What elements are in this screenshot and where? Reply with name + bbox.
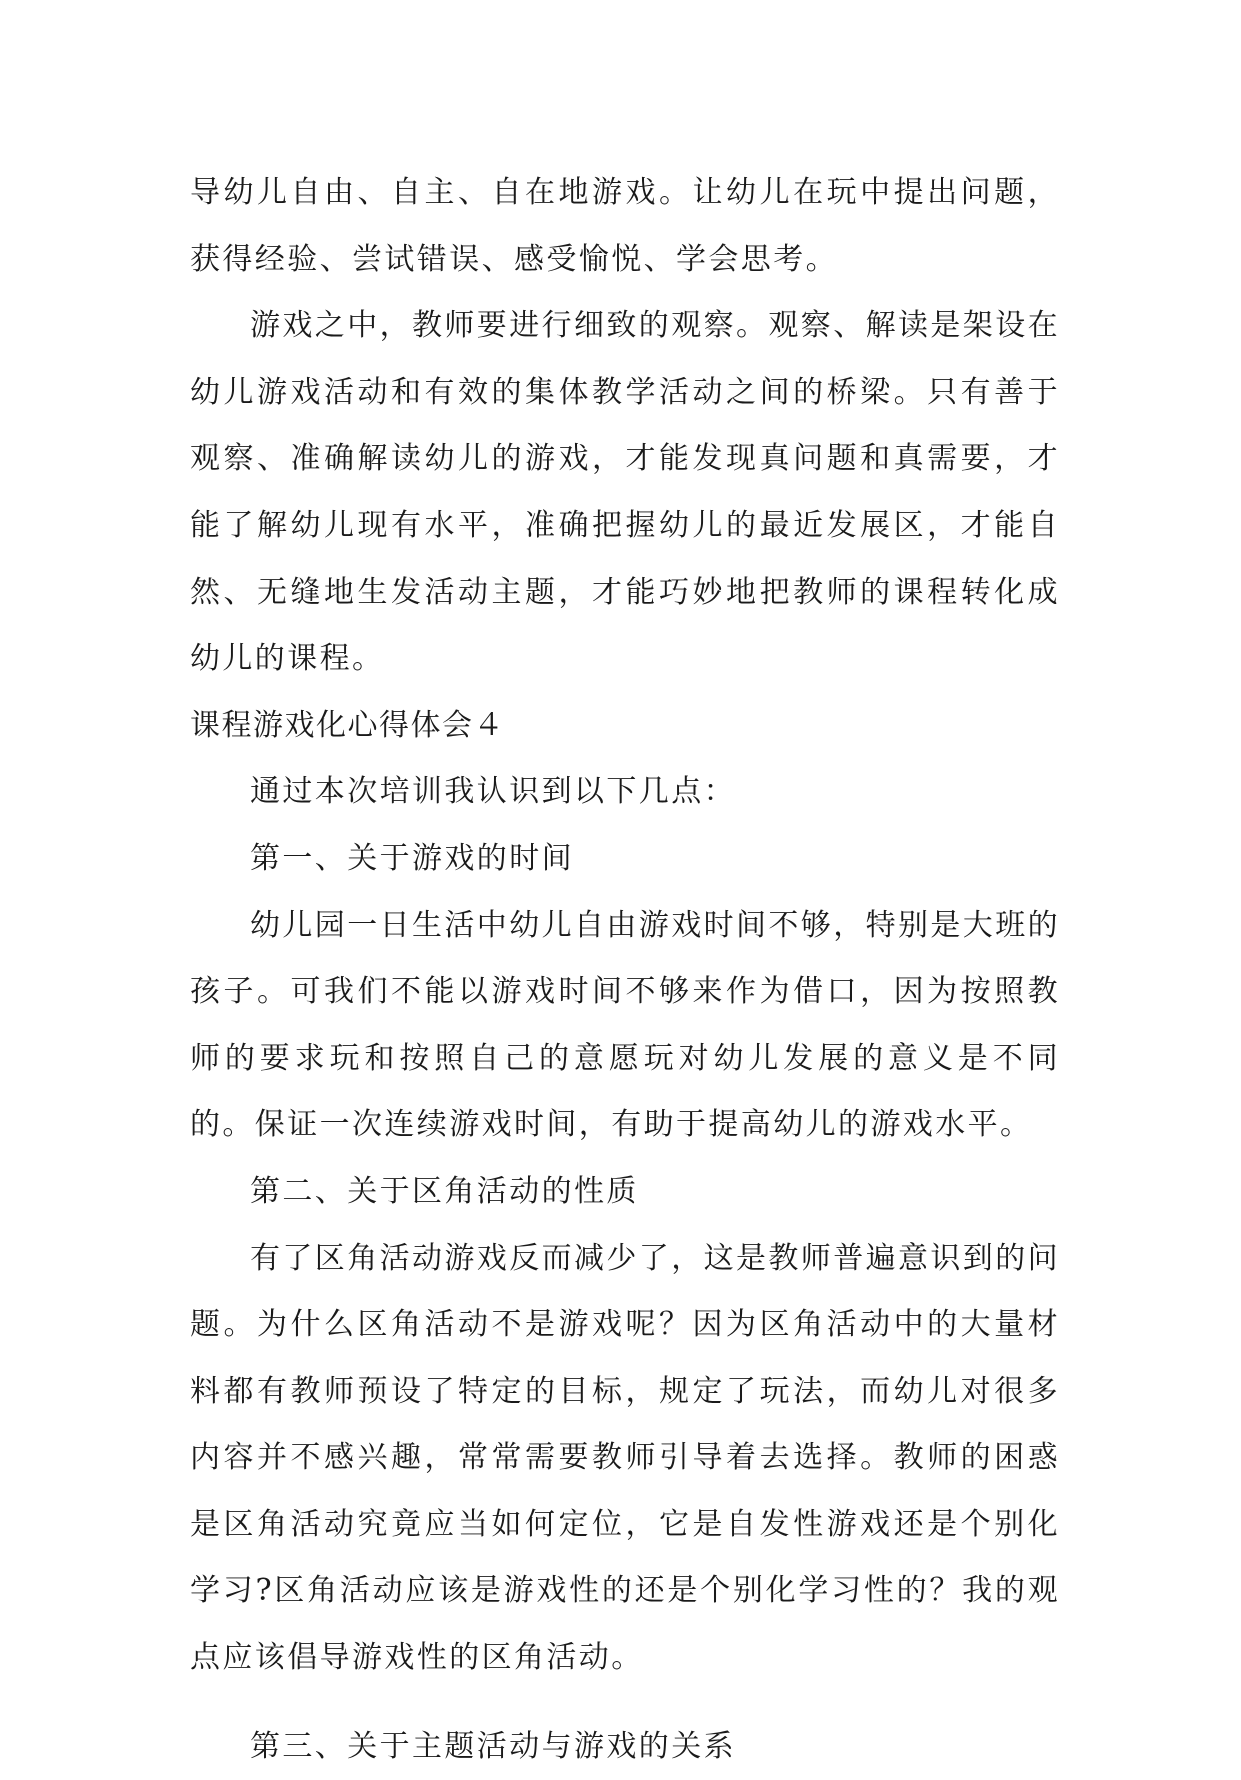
point-one-heading: 第一、关于游戏的时间 xyxy=(250,840,574,876)
point-two-heading: 第二、关于区角活动的性质 xyxy=(250,1173,639,1209)
paragraph-gap xyxy=(190,1692,1060,1714)
paragraph-observation: 游戏之中，教师要进行细致的观察。观察、解读是架设在幼儿游戏活动和有效的集体教学活动之间的桥梁。只有善于观察、准确解读幼儿的游戏，才能发现真问题和真需要，才能了解幼儿现有水平，准确把握幼儿的最近发展区，才能自然、无缝地生发活动主题，才能巧妙地把教师的课程转化成幼儿的课程。 xyxy=(190,308,1060,677)
paragraph-corner-activity: 有了区角活动游戏反而减少了，这是教师普遍意识到的问题。为什么区角活动不是游戏呢？因为区角活动中的大量材料都有教师预设了特定的目标，规定了玩法，而幼儿对很多内容并不感兴趣，常常需要教师引导着去选择。教师的困惑是区角活动究竟应当如何定位，它是自发性游戏还是个别化学习?区角活动应该是游戏性的还是个别化学习性的？我的观点应该倡导游戏性的区角活动。 xyxy=(190,1240,1060,1676)
section-heading: 课程游戏化心得体会４ xyxy=(190,707,505,743)
document-body xyxy=(190,160,1060,1780)
paragraph-continued: 导幼儿自由、自主、自在地游戏。让幼儿在玩中提出问题，获得经验、尝试错误、感受愉悦、学会思考。 xyxy=(190,175,1060,277)
paragraph-game-time: 幼儿园一日生活中幼儿自由游戏时间不够，特别是大班的孩子。可我们不能以游戏时间不够来作为借口，因为按照教师的要求玩和按照自己的意愿玩对幼儿发展的意义是不同的。保证一次连续游戏时间，有助于提高幼儿的游戏水平。 xyxy=(190,907,1060,1143)
point-three-heading: 第三、关于主题活动与游戏的关系 xyxy=(250,1728,736,1764)
paragraph-intro: 通过本次培训我认识到以下几点： xyxy=(250,774,736,810)
